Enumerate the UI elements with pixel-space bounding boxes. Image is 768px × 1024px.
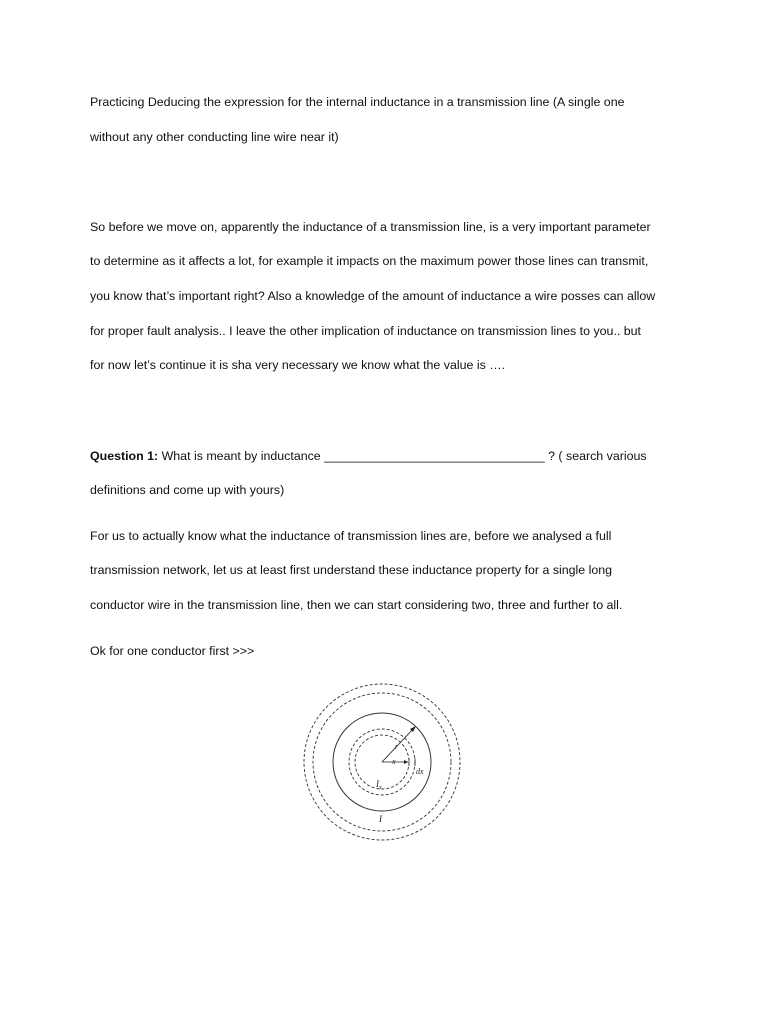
intro-line-2: to determine as it affects a lot, for example it impacts on the maximum power those lines can transmit,: [90, 254, 649, 268]
body-line-3: conductor wire in the transmission line, then we can start considering two, three and further to all.: [90, 598, 623, 612]
label-dx: dx: [416, 767, 424, 776]
intro-line-1: So before we move on, apparently the inductance of a transmission line, is a very important parameter: [90, 220, 651, 234]
title-line-2: without any other conducting line wire near it): [90, 130, 339, 144]
question-1-continuation: definitions and come up with yours): [90, 483, 285, 497]
intro-line-3: you know that’s important right? Also a knowledge of the amount of inductance a wire posses can allow: [90, 289, 656, 303]
closing-line: Ok for one conductor first >>>: [90, 644, 255, 658]
intro-line-4: for proper fault analysis.. I leave the other implication of inductance on transmission lines to you.. but: [90, 324, 641, 338]
label-i: I: [379, 814, 382, 824]
body-line-1: For us to actually know what the inductance of transmission lines are, before we analysed a full: [90, 529, 612, 543]
title-line-1: Practicing Deducing the expression for the internal inductance in a transmission line (A single one: [90, 95, 625, 109]
question-1-label: Question 1:: [90, 449, 159, 463]
question-1-text: What is meant by inductance ________________________________ ? ( search various: [158, 449, 647, 463]
body-line-2: transmission network, let us at least first understand these inductance property for a single long: [90, 563, 613, 577]
question-1: [90, 448, 647, 464]
intro-line-5: for now let’s continue it is sha very necessary we know what the value is ….: [90, 358, 506, 372]
label-x: x: [392, 757, 396, 766]
conductor-cross-section-figure: [296, 676, 468, 848]
label-ix: $I_x$: [376, 779, 382, 791]
label-r: r: [395, 742, 399, 751]
